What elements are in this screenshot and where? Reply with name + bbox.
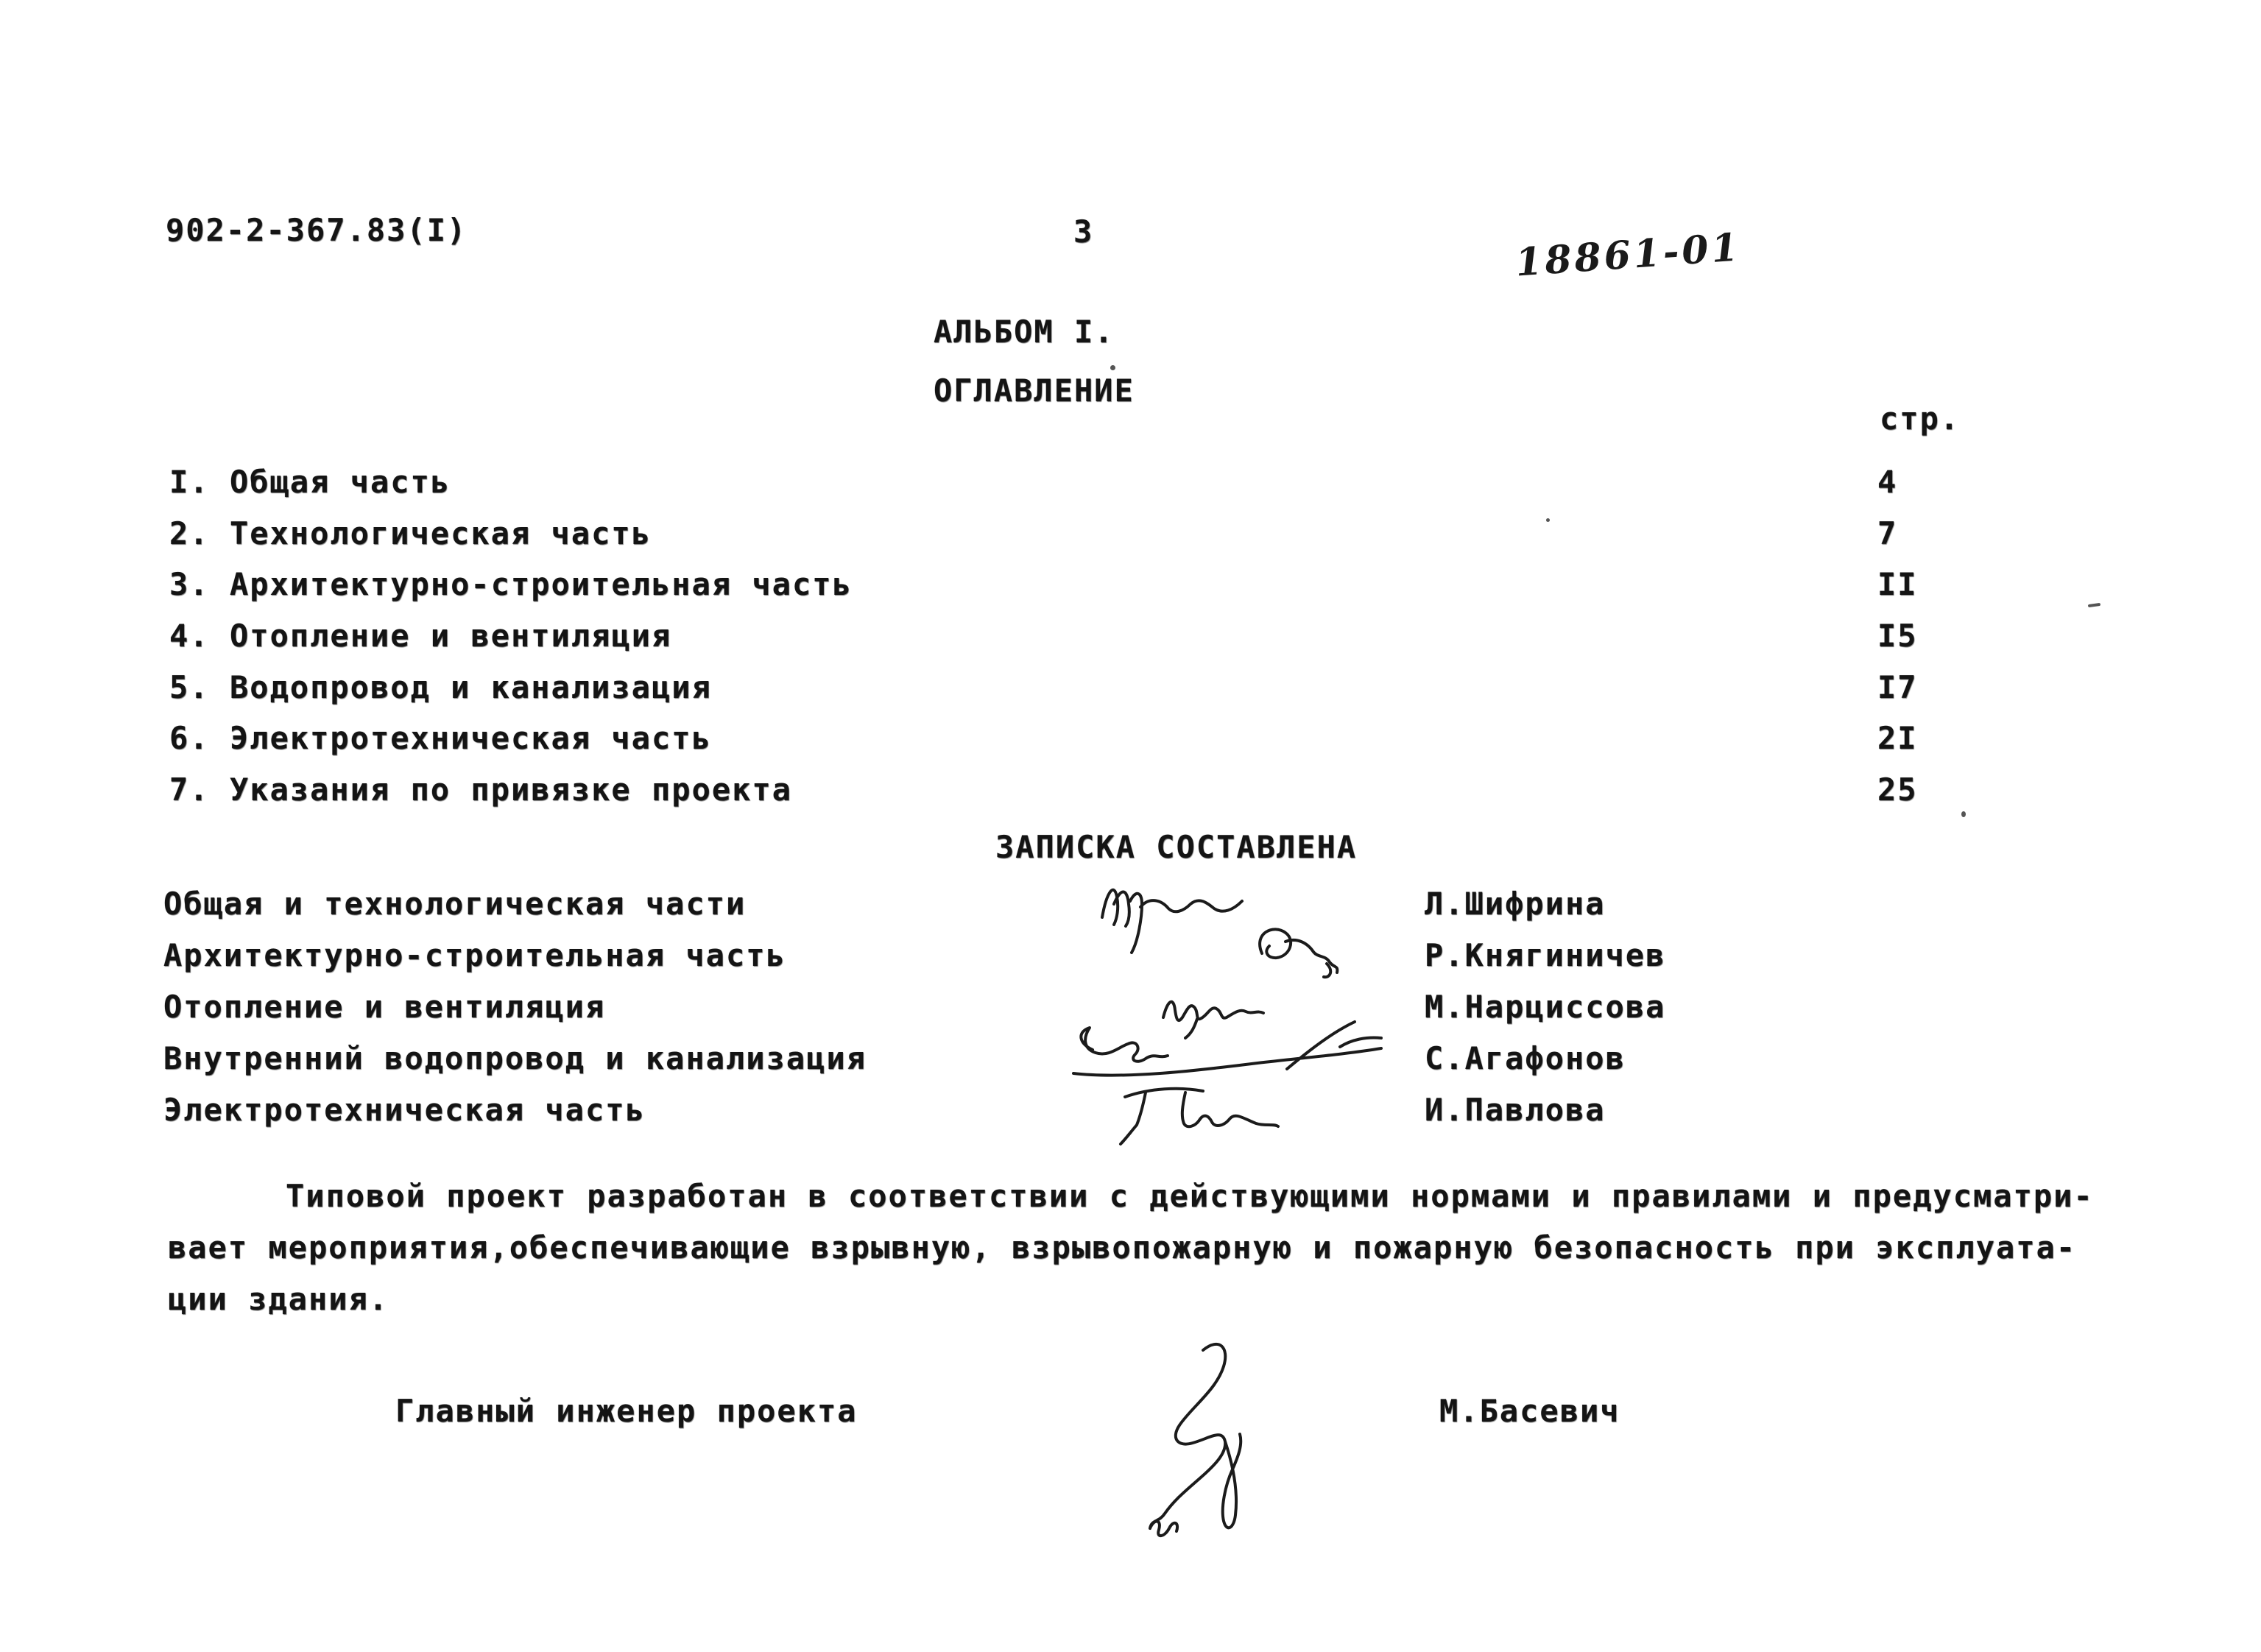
toc-row [169, 772, 1973, 810]
note-row [163, 1040, 1967, 1079]
paragraph-line: Типовой проект разработан в соответствии с действующими нормами и правилами и предусматри- [286, 1178, 2094, 1214]
ink-speck [1961, 811, 1966, 817]
note-author-name: Р.Княгиничев [1425, 937, 1666, 973]
signature-pavlova [1113, 1081, 1283, 1151]
toc-item-number: I. [169, 464, 210, 500]
album-title: АЛЬБОМ I. [934, 314, 1115, 350]
ink-speck [1546, 518, 1550, 522]
toc-item-label: Технологическая часть [230, 515, 652, 551]
toc-item-label: Указания по привязке проекта [230, 772, 793, 808]
toc-row [169, 566, 1973, 604]
toc-row [169, 618, 1973, 656]
toc-item-number: 3. [169, 566, 210, 602]
toc-item-label: Водопровод и канализация [230, 669, 712, 705]
toc-item-page: 4 [1877, 464, 1898, 500]
toc-row [169, 669, 1973, 707]
handwritten-doc-number: 18861-01 [1514, 225, 1743, 286]
toc-item-label: Отопление и вентиляция [230, 618, 672, 654]
note-author-name: И.Павлова [1425, 1092, 1606, 1128]
chief-engineer-label: Главный инженер проекта [395, 1393, 858, 1429]
ink-speck [2088, 603, 2100, 607]
toc-item-number: 4. [169, 618, 210, 654]
note-row [163, 886, 1967, 924]
page-number: 3 [1073, 213, 1094, 250]
toc-item-number: 2. [169, 515, 210, 551]
note-part-label: Внутренний водопровод и канализация [163, 1040, 867, 1076]
note-part-label: Архитектурно-строительная часть [163, 937, 786, 973]
signature-basevich [1132, 1334, 1261, 1551]
signature-knyaginichev [1218, 919, 1343, 986]
toc-row [169, 720, 1973, 758]
note-row [163, 989, 1967, 1027]
ink-speck [1110, 365, 1115, 370]
toc-item-page: 7 [1877, 515, 1898, 551]
toc-title: ОГЛАВЛЕНИЕ [934, 373, 1135, 409]
chief-engineer-name: М.Басевич [1439, 1393, 1620, 1429]
toc-item-label: Архитектурно-строительная часть [230, 566, 853, 602]
doc-code: 902-2-367.83(I) [166, 212, 468, 248]
toc-item-page: II [1877, 566, 1918, 602]
toc-item-page: I7 [1877, 669, 1918, 705]
paragraph-line: вает мероприятия,обеспечивающие взрывную, взрывопожарную и пожарную безопасность при эксплуата- [168, 1229, 2077, 1266]
note-author-name: Л.Шифрина [1425, 886, 1606, 922]
note-part-label: Электротехническая часть [163, 1092, 646, 1128]
toc-item-page: 2I [1877, 720, 1918, 756]
note-row [163, 937, 1967, 975]
paragraph-line: ции здания. [168, 1281, 389, 1317]
signature-agafonov [1066, 1017, 1390, 1087]
toc-row [169, 464, 1973, 502]
toc-item-label: Общая часть [230, 464, 451, 500]
toc-item-page: 25 [1877, 772, 1918, 808]
toc-row [169, 515, 1973, 554]
toc-item-number: 6. [169, 720, 210, 756]
note-part-label: Общая и технологическая части [163, 886, 747, 922]
note-author-name: С.Агафонов [1425, 1040, 1626, 1076]
toc-item-number: 5. [169, 669, 210, 705]
note-part-label: Отопление и вентиляция [163, 989, 606, 1025]
toc-item-number: 7. [169, 772, 210, 808]
toc-item-label: Электротехническая часть [230, 720, 712, 756]
toc-item-page: I5 [1877, 618, 1918, 654]
note-author-name: М.Нарциссова [1425, 989, 1666, 1025]
note-section-title: ЗАПИСКА СОСТАВЛЕНА [995, 829, 1358, 865]
note-row [163, 1092, 1967, 1130]
page-column-header: стр. [1880, 400, 1961, 437]
